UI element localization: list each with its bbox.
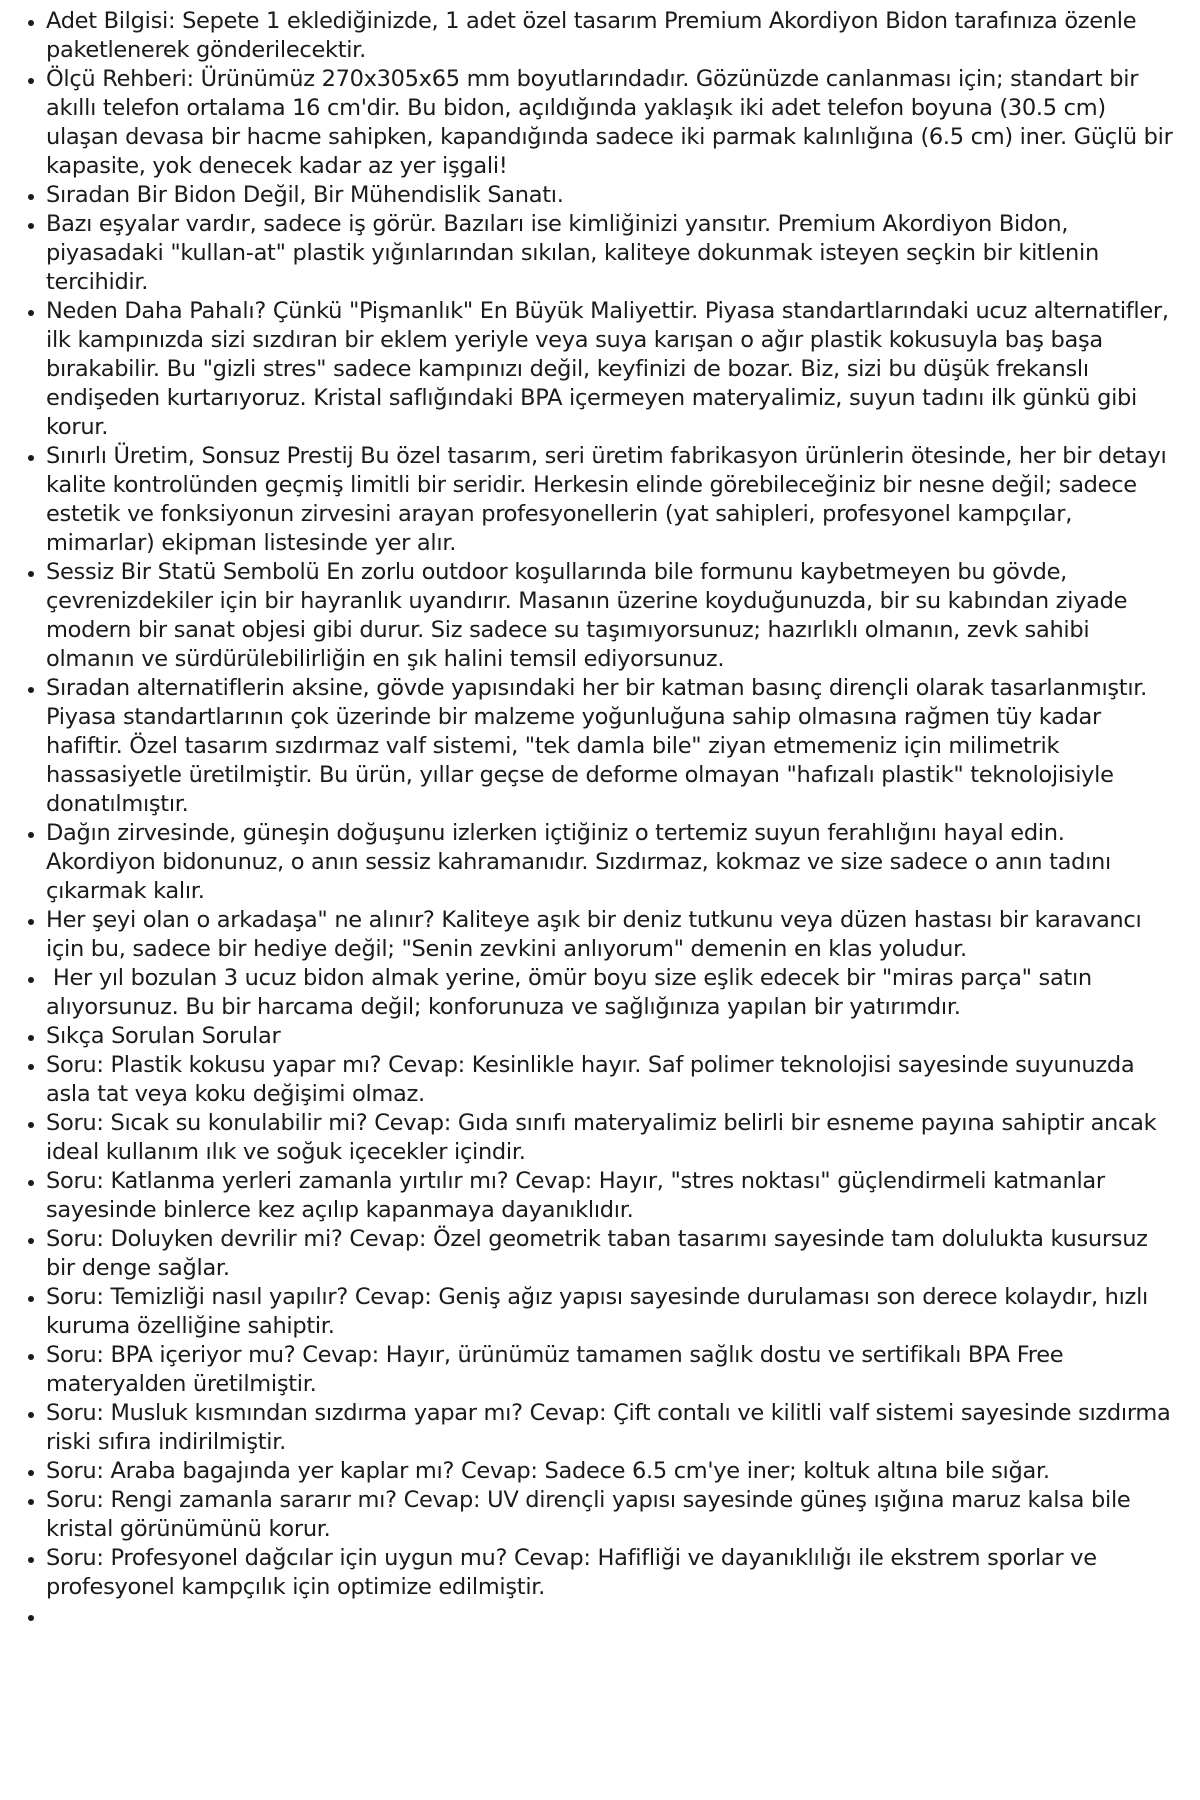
- bullet-item: • Her şeyi olan o arkadaşa" ne alınır? Kaliteye aşık bir deniz tutkunu veya düzen hastası bir karavancı için bu, sadece bir hediye değil; "Senin zevkini anlıyorum" demenin en klas yoludur.: [46, 906, 1174, 964]
- bullet-item: • Neden Daha Pahalı? Çünkü "Pişmanlık" En Büyük Maliyettir. Piyasa standartlarındaki ucuz alternatifler, ilk kampınızda sizi sızdıran bir eklem yeriyle veya suya karışan o ağır plastik kokusuyla baş başa bırakabilir. Bu "gizli stres" sadece kampınızı değil, keyfinizi de bozar. Biz, sizi bu düşük frekanslı endişeden kurtarıyoruz. Kristal saflığındaki BPA içermeyen materyalimiz, suyun tadını ilk günkü gibi korur.: [46, 297, 1174, 442]
- bullet-item: • Soru: Araba bagajında yer kaplar mı? Cevap: Sadece 6.5 cm'ye iner; koltuk altına bile sığar.: [46, 1457, 1174, 1486]
- bullet-item: • Soru: Musluk kısmından sızdırma yapar mı? Cevap: Çift contalı ve kilitli valf sistemi sayesinde sızdırma riski sıfıra indirilmiştir.: [46, 1399, 1174, 1457]
- bullet-item: • Adet Bilgisi: Sepete 1 eklediğinizde, 1 adet özel tasarım Premium Akordiyon Bidon tarafınıza özenle paketlenerek gönderilecektir.: [46, 7, 1174, 65]
- bullet-item: • Ölçü Rehberi: Ürünümüz 270x305x65 mm boyutlarındadır. Gözünüzde canlanması için; standart bir akıllı telefon ortalama 16 cm'dir. Bu bidon, açıldığında yaklaşık iki adet telefon boyuna (30.5 cm) ulaşan devasa bir hacme sahipken, kapandığında sadece iki parmak kalınlığına (6.5 cm) iner. Güçlü bir kapasite, yok denecek kadar az yer işgali!: [46, 65, 1174, 181]
- bullet-item: • Soru: BPA içeriyor mu? Cevap: Hayır, ürünümüz tamamen sağlık dostu ve sertifikalı BPA Free materyalden üretilmiştir.: [46, 1341, 1174, 1399]
- bullet-item: • Dağın zirvesinde, güneşin doğuşunu izlerken içtiğiniz o tertemiz suyun ferahlığını hayal edin. Akordiyon bidonunuz, o anın sessiz kahramanıdır. Sızdırmaz, kokmaz ve size sadece o anın tadını çıkarmak kalır.: [46, 819, 1174, 906]
- bullet-item: • Her yıl bozulan 3 ucuz bidon almak yerine, ömür boyu size eşlik edecek bir "miras parça" satın alıyorsunuz. Bu bir harcama değil; konforunuza ve sağlığınıza yapılan bir yatırımdır.: [46, 964, 1174, 1022]
- bullet-item: • Soru: Rengi zamanla sararır mı? Cevap: UV dirençli yapısı sayesinde güneş ışığına maruz kalsa bile kristal görünümünü korur.: [46, 1486, 1174, 1544]
- bullet-item: • Sınırlı Üretim, Sonsuz Prestij Bu özel tasarım, seri üretim fabrikasyon ürünlerin ötesinde, her bir detayı kalite kontrolünden geçmiş limitli bir seridir. Herkesin elinde görebileceğiniz bir nesne değil; sadece estetik ve fonksiyonun zirvesini arayan profesyonellerin (yat sahipleri, profesyonel kampçılar, mimarlar) ekipman listesinde yer alır.: [46, 442, 1174, 558]
- bullet-item: • Sıradan alternatiflerin aksine, gövde yapısındaki her bir katman basınç dirençli olarak tasarlanmıştır. Piyasa standartlarının çok üzerinde bir malzeme yoğunluğuna sahip olmasına rağmen tüy kadar hafiftir. Özel tasarım sızdırmaz valf sistemi, "tek damla bile" ziyan etmemeniz için milimetrik hassasiyetle üretilmiştir. Bu ürün, yıllar geçse de deforme olmayan "hafızalı plastik" teknolojisiyle donatılmıştır.: [46, 674, 1174, 819]
- bullet-item: • Soru: Profesyonel dağcılar için uygun mu? Cevap: Hafifliği ve dayanıklılığı ile ekstrem sporlar ve profesyonel kampçılık için optimize edilmiştir.: [46, 1544, 1174, 1602]
- bullet-item: [46, 1602, 1174, 1631]
- bullet-item: • Soru: Doluyken devrilir mi? Cevap: Özel geometrik taban tasarımı sayesinde tam dolulukta kusursuz bir denge sağlar.: [46, 1225, 1174, 1283]
- bullet-item: • Soru: Katlanma yerleri zamanla yırtılır mı? Cevap: Hayır, "stres noktası" güçlendirmeli katmanlar sayesinde binlerce kez açılıp kapanmaya dayanıklıdır.: [46, 1167, 1174, 1225]
- bullet-item: • Sıradan Bir Bidon Değil, Bir Mühendislik Sanatı.: [46, 181, 1174, 210]
- bullet-item: • Soru: Sıcak su konulabilir mi? Cevap: Gıda sınıfı materyalimiz belirli bir esneme payına sahiptir ancak ideal kullanım ılık ve soğuk içecekler içindir.: [46, 1109, 1174, 1167]
- bullet-item: • Sessiz Bir Statü Sembolü En zorlu outdoor koşullarında bile formunu kaybetmeyen bu gövde, çevrenizdekiler için bir hayranlık uyandırır. Masanın üzerine koyduğunuzda, bir su kabından ziyade modern bir sanat objesi gibi durur. Siz sadece su taşımıyorsunuz; hazırlıklı olmanın, zevk sahibi olmanın ve sürdürülebilirliğin en şık halini temsil ediyorsunuz.: [46, 558, 1174, 674]
- bullet-item: • Bazı eşyalar vardır, sadece iş görür. Bazıları ise kimliğinizi yansıtır. Premium Akordiyon Bidon, piyasadaki "kullan-at" plastik yığınlarından sıkılan, kaliteye dokunmak isteyen seçkin bir kitlenin tercihidir.: [46, 210, 1174, 297]
- bullet-item: • Sıkça Sorulan Sorular: [46, 1022, 1174, 1051]
- bullet-item: • Soru: Temizliği nasıl yapılır? Cevap: Geniş ağız yapısı sayesinde durulaması son derece kolaydır, hızlı kuruma özelliğine sahiptir.: [46, 1283, 1174, 1341]
- bullet-item: • Soru: Plastik kokusu yapar mı? Cevap: Kesinlikle hayır. Saf polimer teknolojisi sayesinde suyunuzda asla tat veya koku değişimi olmaz.: [46, 1051, 1174, 1109]
